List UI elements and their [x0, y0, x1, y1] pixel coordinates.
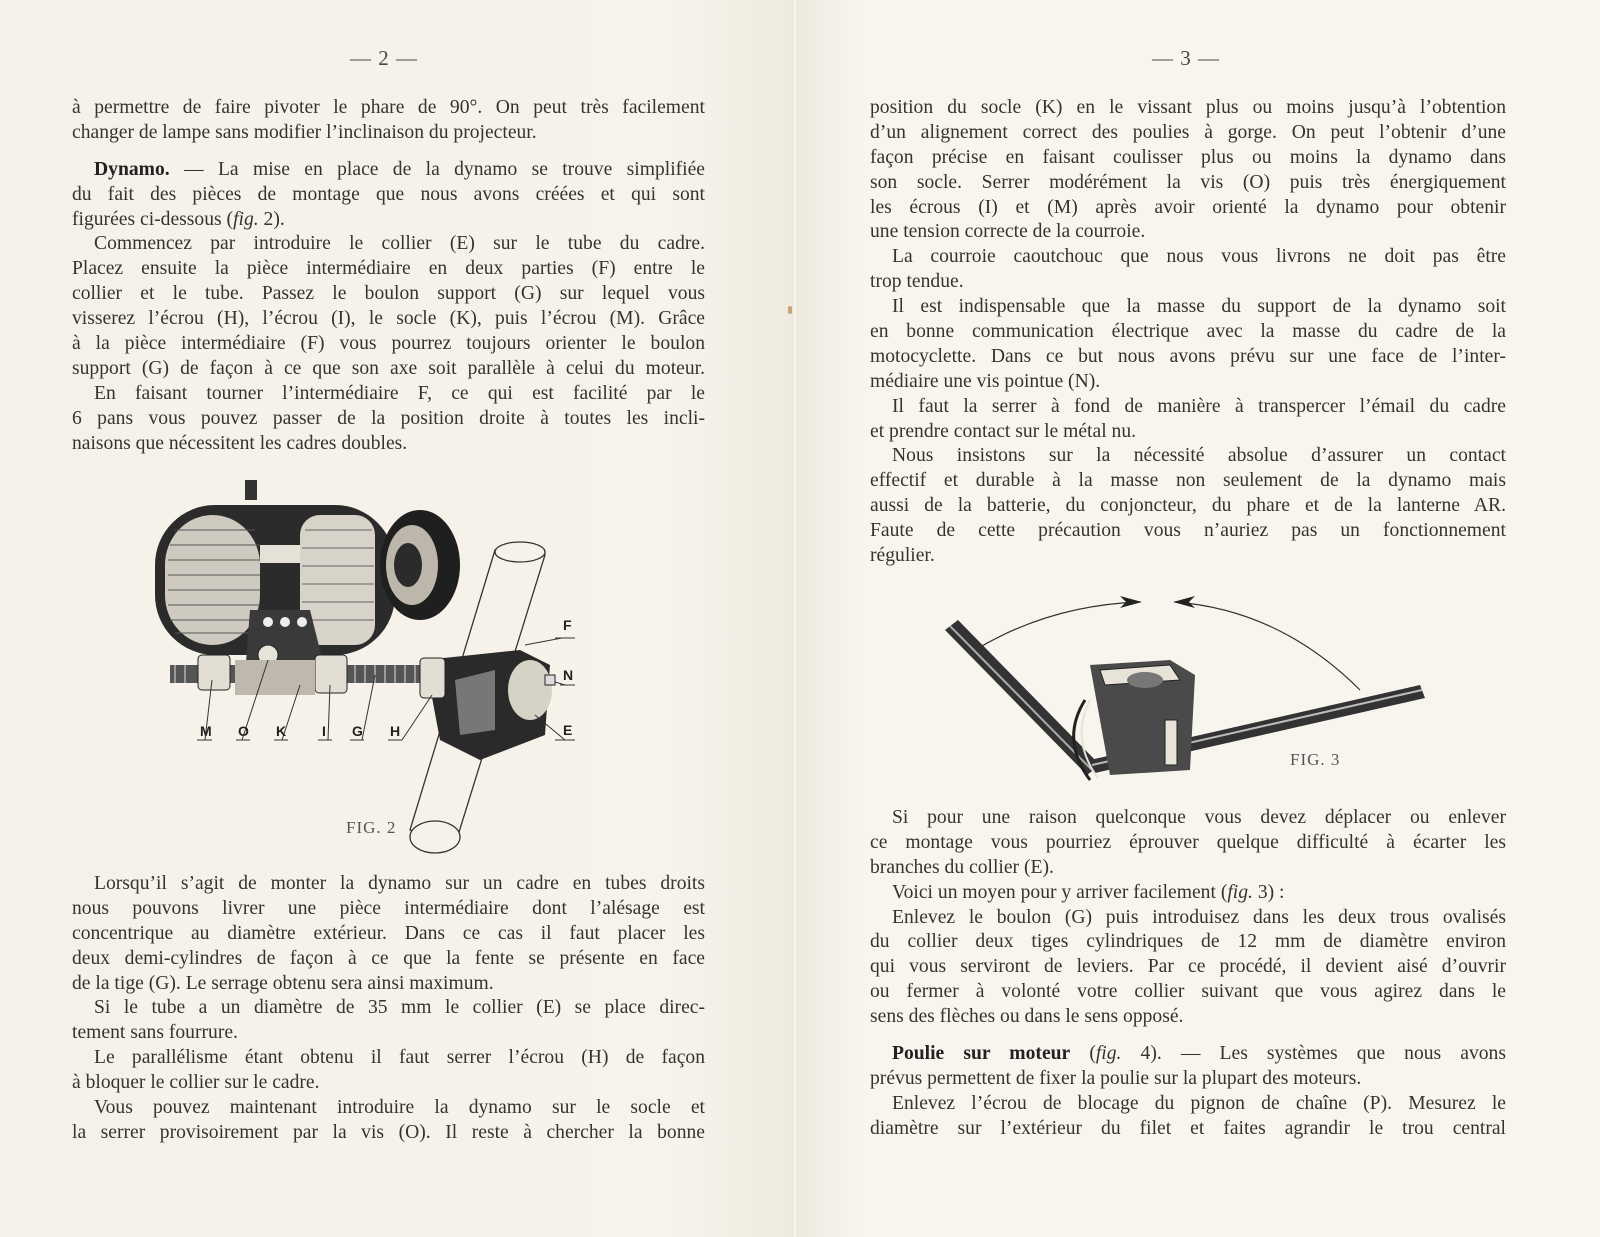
text-line — [72, 332, 705, 357]
text-line — [870, 856, 1506, 881]
text-line — [870, 1042, 1506, 1067]
line-text: médiaire une vis pointue (N). — [870, 370, 1101, 392]
line-text: tement sans fourrure. — [72, 1022, 238, 1044]
text-line — [72, 432, 705, 457]
text-line — [870, 320, 1506, 345]
text-line — [870, 930, 1506, 955]
line-text: d’un alignement correct des poulies à gorge. On peut l’obtenir d’une — [870, 121, 1506, 143]
text-line — [72, 872, 705, 897]
line-text: Voici un moyen pour y arriver facilement ( — [892, 881, 1228, 903]
line-text: Enlevez le boulon (G) puis introduisez dans les deux trous ovalisés — [892, 906, 1506, 928]
line-text: concentrique au diamètre extérieur. Dans ce cas il faut placer les — [72, 922, 705, 944]
text-line — [870, 295, 1506, 320]
line-text: Vous pouvez maintenant introduire la dynamo sur le socle et — [94, 1097, 705, 1119]
line-text: ce montage vous pourriez éprouver quelque difficulté à écarter les — [870, 831, 1506, 853]
paper-stain — [788, 306, 792, 314]
text-line — [870, 171, 1506, 196]
line-text: Le parallélisme étant obtenu il faut serrer l’écrou (H) de façon — [94, 1047, 705, 1069]
line-text: la serrer provisoirement par la vis (O). Il reste à chercher la bonne — [72, 1121, 705, 1143]
line-text: 2). — [258, 208, 285, 230]
line-text: La courroie caoutchouc que nous vous livrons ne doit pas être — [892, 246, 1506, 268]
line-text: 3) : — [1252, 881, 1285, 903]
figure-reference: fig. — [233, 208, 259, 230]
line-text: Lorsqu’il s’agit de monter la dynamo sur un cadre en tubes droits — [94, 873, 705, 894]
line-text: figurées ci-dessous ( — [72, 208, 234, 230]
paragraph-gap — [72, 146, 705, 158]
line-text: Si pour une raison quelconque vous devez déplacer ou enlever — [892, 807, 1506, 828]
text-line — [870, 469, 1506, 494]
line-text: à la pièce intermédiaire (F) vous pourrez toujours orienter le boulon — [72, 333, 705, 355]
line-text: aussi de la batterie, du conjoncteur, du phare et de la lanterne AR. — [870, 495, 1506, 517]
line-text: une tension correcte de la courroie. — [870, 221, 1146, 243]
text-line — [870, 1117, 1506, 1142]
figure-reference: fig. — [1227, 881, 1253, 903]
text-line — [870, 420, 1506, 445]
part-label-k: K — [276, 723, 287, 739]
text-line — [72, 922, 705, 947]
line-text: Faute de cette précaution vous n’auriez pas un fonctionnement — [870, 520, 1506, 542]
text-line — [870, 806, 1506, 831]
text-line — [72, 996, 705, 1021]
text-line — [72, 357, 705, 382]
line-text: à permettre de faire pivoter le phare de 90°. On peut très facilement — [72, 97, 705, 118]
line-text: Placez ensuite la pièce intermédiaire en deux parties (F) entre le — [72, 258, 705, 280]
part-label-i: I — [322, 723, 326, 739]
text-line — [72, 1046, 705, 1071]
right-text-bottom — [870, 806, 1506, 1142]
line-text: Commencez par introduire le collier (E) sur le tube du cadre. — [94, 233, 705, 255]
collar-levers-illustration — [940, 590, 1440, 790]
text-line — [870, 146, 1506, 171]
section-heading: Poulie sur moteur — [892, 1043, 1071, 1065]
text-line — [72, 183, 705, 208]
line-text: motocyclette. Dans ce but nous avons prévu sur une face de l’inter- — [870, 345, 1506, 367]
line-text: 4). — Les systèmes que nous avons — [1121, 1043, 1506, 1065]
line-text: nous pouvons livrer une pièce intermédiaire dont l’alésage est — [72, 897, 705, 919]
line-text: Il faut la serrer à fond de manière à transpercer l’émail du cadre — [892, 395, 1506, 417]
line-text: façon précise en faisant coulisser plus ou moins la dynamo dans — [870, 146, 1506, 168]
text-line — [72, 208, 705, 233]
line-text: naisons que nécessitent les cadres doubles. — [72, 432, 408, 454]
line-text: Si le tube a un diamètre de 35 mm le collier (E) se place direc- — [94, 997, 705, 1019]
line-text: en bonne communication électrique avec la masse du cadre de la — [870, 321, 1506, 343]
figure-2-dynamo-mount — [150, 470, 590, 870]
text-line — [870, 955, 1506, 980]
text-line — [72, 947, 705, 972]
text-line — [72, 257, 705, 282]
page-gutter — [792, 0, 798, 1237]
line-text: prévus permettent de fixer la poulie sur la plupart des moteurs. — [870, 1067, 1362, 1089]
text-line — [870, 1092, 1506, 1117]
line-text: de la tige (G). Le serrage obtenu sera ainsi maximum. — [72, 972, 494, 994]
line-text: effectif et durable à la masse non seulement de la dynamo mais — [870, 470, 1506, 492]
text-line — [870, 270, 1506, 295]
figure-reference: fig. — [1095, 1043, 1122, 1065]
text-line — [72, 96, 705, 121]
part-label-e: E — [563, 722, 573, 738]
text-line — [870, 980, 1506, 1005]
text-line — [870, 121, 1506, 146]
line-text: Nous insistons sur la nécessité absolue d’assurer un contact — [892, 445, 1506, 467]
line-text: du fait des pièces de montage que nous avons créées et qui sont — [72, 183, 705, 205]
text-line — [72, 897, 705, 922]
line-text: du collier deux tiges cylindriques de 12 mm de diamètre environ — [870, 931, 1506, 953]
line-text: ou fermer à volonté votre collier suivant que vous agirez dans le — [870, 981, 1506, 1003]
part-label-n: N — [563, 667, 574, 683]
text-line — [870, 96, 1506, 121]
text-line — [72, 307, 705, 332]
text-line — [72, 121, 705, 146]
arrow-left-icon — [1173, 596, 1195, 608]
text-line — [870, 1005, 1506, 1030]
left-page-number: — 2 — — [350, 46, 418, 70]
text-line — [72, 407, 705, 432]
line-text: son socle. Serrer modérément la vis (O) puis très énergiquement — [870, 171, 1506, 193]
line-text: collier et le tube. Passez le boulon support (G) sur lequel vous — [72, 283, 705, 305]
part-label-m: M — [200, 723, 212, 739]
line-text: à bloquer le collier sur le cadre. — [72, 1072, 320, 1094]
part-label-h: H — [390, 723, 401, 739]
dynamo-illustration — [150, 470, 590, 870]
text-line — [72, 158, 705, 183]
text-line — [870, 395, 1506, 420]
part-label-f: F — [563, 617, 572, 633]
right-text-top — [870, 96, 1506, 569]
text-line — [870, 831, 1506, 856]
figure-2-caption: FIG. 2 — [346, 818, 397, 837]
text-line — [870, 245, 1506, 270]
text-line — [72, 972, 705, 997]
line-text: sens des flèches ou dans le sens opposé. — [870, 1006, 1184, 1028]
line-text: 6 pans vous pouvez passer de la position droite à toutes les incli- — [72, 407, 705, 429]
text-line — [870, 220, 1506, 245]
section-heading: Dynamo. — [94, 158, 170, 180]
text-line — [72, 232, 705, 257]
text-line — [72, 282, 705, 307]
line-text: changer de lampe sans modifier l’inclinaison du projecteur. — [72, 121, 537, 143]
text-line — [870, 345, 1506, 370]
part-label-o: O — [238, 723, 249, 739]
paragraph-gap — [870, 1030, 1506, 1042]
text-line — [870, 494, 1506, 519]
left-text-bottom — [72, 872, 705, 1146]
line-text: branches du collier (E). — [870, 856, 1054, 878]
text-line — [870, 906, 1506, 931]
line-text: visserez l’écrou (H), l’écrou (I), le socle (K), puis l’écrou (M). Grâce — [72, 308, 705, 330]
arrow-right-icon — [1120, 596, 1142, 608]
text-line — [870, 1067, 1506, 1092]
line-text: Il est indispensable que la masse du support de la dynamo soit — [892, 296, 1506, 318]
text-line — [870, 544, 1506, 569]
line-text: qui vous serviront de leviers. Par ce procédé, il devient aisé d’ouvrir — [870, 956, 1506, 978]
line-text: et prendre contact sur le métal nu. — [870, 420, 1137, 442]
text-line — [72, 1021, 705, 1046]
line-text: support (G) de façon à ce que son axe soit parallèle à celui du moteur. — [72, 357, 705, 379]
line-text: trop tendue. — [870, 271, 964, 293]
line-text: deux demi-cylindres de façon à ce que la fente se présente en face — [72, 947, 705, 969]
text-line — [72, 382, 705, 407]
text-line — [870, 370, 1506, 395]
figure-3-caption: FIG. 3 — [1290, 750, 1341, 769]
text-line — [870, 196, 1506, 221]
text-line — [870, 444, 1506, 469]
line-text: diamètre sur l’extérieur du filet et faites agrandir le trou central — [870, 1117, 1506, 1139]
line-text: En faisant tourner l’intermédiaire F, ce qui est facilité par le — [94, 382, 705, 404]
left-text-top — [72, 96, 705, 456]
line-text: — La mise en place de la dynamo se trouve simplifiée — [169, 158, 705, 180]
text-line — [72, 1071, 705, 1096]
line-text: régulier. — [870, 545, 935, 567]
line-text: ( — [1070, 1043, 1096, 1065]
text-line — [870, 881, 1506, 906]
line-text: Enlevez l’écrou de blocage du pignon de chaîne (P). Mesurez le — [892, 1092, 1506, 1114]
text-line — [72, 1121, 705, 1146]
part-label-g: G — [352, 723, 363, 739]
figure-3-lever-method — [940, 590, 1440, 790]
text-line — [72, 1096, 705, 1121]
line-text: les écrous (I) et (M) après avoir orienté la dynamo pour obtenir — [870, 196, 1506, 218]
right-page-number: — 3 — — [1152, 46, 1220, 70]
text-line — [870, 519, 1506, 544]
line-text: position du socle (K) en le vissant plus ou moins jusqu’à l’obtention — [870, 97, 1506, 118]
